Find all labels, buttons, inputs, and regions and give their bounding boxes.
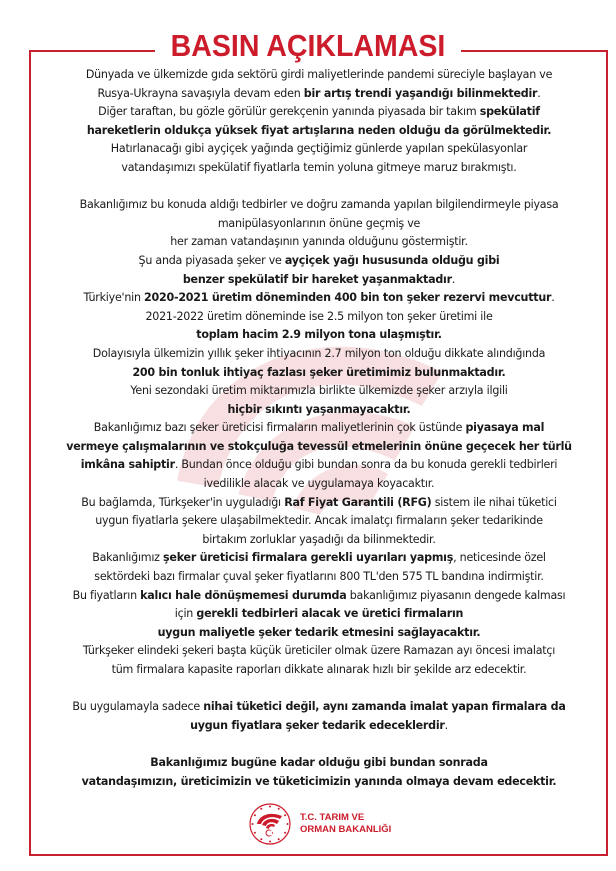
text-line xyxy=(41,698,597,717)
text-segment: manipülasyonlarının önüne geçmiş ve xyxy=(217,216,421,230)
text-line xyxy=(41,661,597,680)
text-segment: 2021-2022 üretim döneminde ise 2.5 milyon ton şeker üretimi ile xyxy=(145,309,493,323)
text-segment: Şu anda piyasada şeker ve xyxy=(138,253,285,267)
text-line xyxy=(41,568,597,587)
text-line xyxy=(41,512,597,531)
bold-text-segment: vatandaşımızın, üreticimizin ve tüketicimizin yanında olmaya devam edecektir. xyxy=(81,774,557,788)
text-line xyxy=(41,456,597,475)
text-segment: Bu uygulamayla sadece xyxy=(72,700,204,714)
bold-text-segment: toplam hacim 2.9 milyon tona ulaşmıştır. xyxy=(196,328,442,342)
text-line xyxy=(41,364,597,383)
ministry-logo xyxy=(248,801,391,847)
text-segment: Bakanlığımız bazı şeker üreticisi firmaların maliyetlerinin çok üstünde xyxy=(93,421,466,435)
text-segment: . xyxy=(537,86,541,100)
paragraph-gap xyxy=(36,680,602,699)
bold-text-segment: Bakanlığımız bugüne kadar olduğu gibi bundan sonrada xyxy=(150,755,488,769)
text-line xyxy=(41,401,597,420)
text-segment: . xyxy=(451,272,456,286)
text-line xyxy=(41,419,597,438)
text-segment: Rusya-Ukrayna savaşıyla devam eden xyxy=(97,86,304,100)
text-line xyxy=(41,196,597,215)
text-line xyxy=(41,475,597,494)
text-line xyxy=(41,289,597,308)
text-segment: bakanlığımız piyasanın dengede kalması xyxy=(346,588,566,602)
bold-text-segment: 2020-2021 üretim döneminden 400 bin ton şeker rezervi mevcuttur xyxy=(144,291,552,305)
text-line xyxy=(41,754,597,773)
bold-text-segment: imkâna sahiptir xyxy=(80,458,175,472)
paragraph-gap xyxy=(36,735,602,754)
text-line xyxy=(41,438,597,457)
text-segment: Bakanlığımız xyxy=(92,551,164,565)
bold-text-segment: kalıcı hale dönüşmemesi durumda xyxy=(140,588,347,602)
text-segment: Diğer taraftan, bu gözle görülür gerekçenin yanında piyasada bir takım xyxy=(98,105,480,119)
text-line xyxy=(41,382,597,401)
text-segment: Bakanlığımız bu konuda aldığı tedbirler ve doğru zamanda yapılan bilgilendirmeyle piyasa xyxy=(79,198,559,212)
bold-text-segment: Raf Fiyat Garantili (RFG) xyxy=(284,495,432,509)
text-line xyxy=(41,140,597,159)
text-line xyxy=(41,587,597,606)
text-segment: birtakım zorluklar yaşadığı da bilinmektedir. xyxy=(202,532,436,546)
text-line xyxy=(41,717,597,736)
paragraph-gap xyxy=(36,178,602,197)
text-line xyxy=(41,531,597,550)
text-segment: . Bundan önce olduğu gibi bundan sonra da bu konuda gerekli tedbirleri xyxy=(174,458,558,472)
text-segment: tüm firmalara kapasite raporları dikkate alınarak hızlı bir şekilde arz edecektir. xyxy=(111,663,527,676)
text-line xyxy=(41,233,597,252)
text-line xyxy=(41,103,597,122)
text-line xyxy=(41,215,597,234)
bold-text-segment: bir artış trendi yaşandığı bilinmektedir xyxy=(303,86,538,100)
ministry-name-line2: ORMAN BAKANLIĞI xyxy=(300,824,392,835)
text-line xyxy=(41,326,597,345)
bold-text-segment: gerekli tedbirleri alacak ve üretici firmaların xyxy=(196,607,464,621)
text-line xyxy=(41,122,597,141)
text-segment: sistem ile nihai tüketici xyxy=(431,495,557,509)
bold-text-segment: spekülatif xyxy=(479,105,540,119)
text-line xyxy=(41,494,597,513)
text-line xyxy=(41,605,597,624)
bold-text-segment: nihai tüketici değil, aynı zamanda imalat yapan firmalara da xyxy=(203,700,566,714)
document-body xyxy=(36,66,602,791)
text-segment: Dünyada ve ülkemizde gıda sektörü girdi maliyetlerinde pandemi süreciyle başlayan ve xyxy=(85,68,553,81)
bold-text-segment: hareketlerin oldukça yüksek fiyat artışlarına neden olduğu da görülmektedir. xyxy=(86,123,552,137)
text-line xyxy=(41,642,597,661)
text-segment: Dolayısıyla ülkemizin yıllık şeker ihtiyacının 2.7 milyon ton olduğu dikkate alındığında xyxy=(92,346,546,360)
text-segment: her zaman vatandaşının yanında olduğunu göstermiştir. xyxy=(170,235,468,249)
ministry-emblem-icon xyxy=(248,802,292,846)
text-segment: . xyxy=(551,291,555,305)
text-segment: Türkiye'nin xyxy=(83,291,145,305)
text-line xyxy=(41,773,597,792)
text-segment: Bu bağlamda, Türkşeker'in uyguladığı xyxy=(81,495,285,509)
bold-text-segment: piyasaya mal xyxy=(465,421,545,435)
text-line xyxy=(41,66,597,85)
text-segment: Yeni sezondaki üretim miktarımızla birlikte ülkemizde şeker arzıyla ilgili xyxy=(130,384,508,398)
text-line xyxy=(41,308,597,327)
bold-text-segment: benzer spekülatif bir hareket yaşanmaktadır xyxy=(182,272,452,286)
text-line xyxy=(41,271,597,290)
ministry-name-line1: T.C. TARIM VE xyxy=(300,812,365,823)
text-segment: uygun fiyatlarla şekere ulaşabilmektedir. Ancak imalatçı firmaların şeker tedarikinde xyxy=(95,514,543,528)
text-line xyxy=(41,159,597,178)
text-segment: sektördeki bazı firmalar çuval şeker fiyatlarını 800 TL'den 575 TL bandına indirmiştir. xyxy=(94,570,544,584)
text-segment: için xyxy=(174,607,197,621)
bold-text-segment: 200 bin tonluk ihtiyaç fazlası şeker üretimimiz bulunmaktadır. xyxy=(132,365,506,379)
bold-text-segment: hiçbir sıkıntı yaşanmayacaktır. xyxy=(227,402,411,416)
bold-text-segment: vermeye çalışmalarının ve stokçuluğa tevessül etmelerinin önüne geçecek her türlü xyxy=(66,439,572,453)
text-segment: . xyxy=(444,718,448,732)
text-line xyxy=(41,549,597,568)
text-line xyxy=(41,85,597,104)
text-segment: ivedilikle alacak ve uygulamaya koyacaktır. xyxy=(203,477,435,491)
text-line xyxy=(41,345,597,364)
bold-text-segment: şeker üreticisi firmalara gerekli uyarıları yapmış xyxy=(163,551,454,565)
document-title: BASIN AÇIKLAMASI xyxy=(170,28,446,63)
ministry-name xyxy=(300,812,391,836)
text-segment: Bu fiyatların xyxy=(72,588,141,602)
bold-text-segment: uygun fiyatlara şeker tedarik edeceklerdir xyxy=(190,718,445,732)
text-segment: vatandaşımızı spekülatif fiyatlarla temin yoluna gitmeye maruz bırakmıştı. xyxy=(121,160,517,174)
text-segment: Hatırlanacağı gibi ayçiçek yağında geçtiğimiz günlerde yapılan spekülasyonlar xyxy=(110,142,528,156)
bold-text-segment: uygun maliyetle şeker tedarik etmesini sağlayacaktır. xyxy=(157,625,481,639)
text-line xyxy=(41,252,597,271)
text-segment: Türkşeker elindeki şekeri başta küçük üreticiler olmak üzere Ramazan ayı öncesi imalatçı xyxy=(82,644,556,658)
text-segment: , neticesinde özel xyxy=(453,551,546,565)
text-line xyxy=(41,624,597,643)
bold-text-segment: ayçiçek yağı hususunda olduğu gibi xyxy=(284,253,500,267)
